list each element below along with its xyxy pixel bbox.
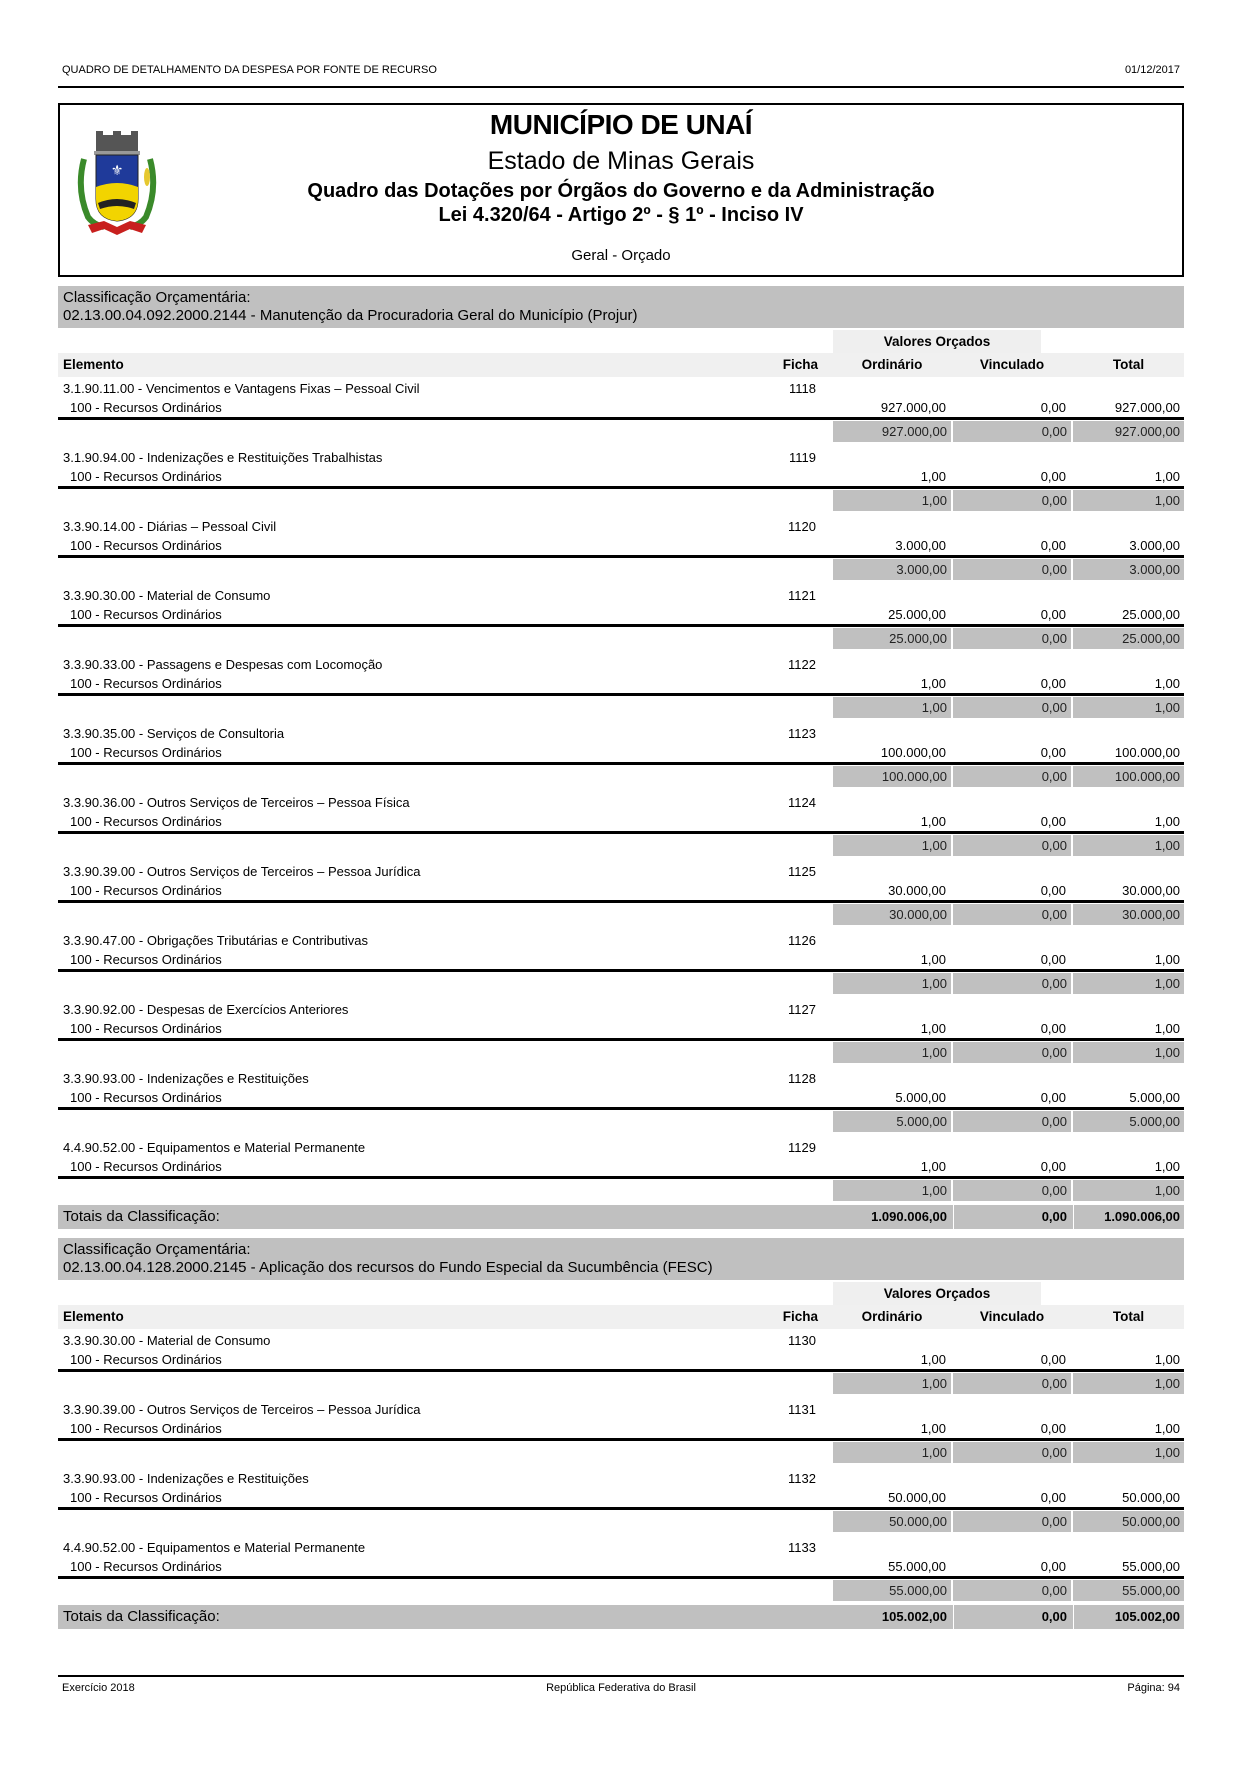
column-group-header (58, 328, 1184, 353)
value-ordinario: 30.000,00 (888, 883, 946, 898)
fonte-recurso: 100 - Recursos Ordinários (70, 952, 222, 967)
value-vinculado: 0,00 (1040, 952, 1066, 967)
col-ordinario: Ordinário (861, 357, 923, 372)
col-vinculado: Vinculado (979, 357, 1045, 372)
fonte-recurso: 100 - Recursos Ordinários (70, 676, 222, 691)
table-row (58, 860, 1184, 929)
table-row (58, 791, 1184, 860)
subtotal-vinculado: 0,00 (953, 421, 1071, 442)
state-title: Estado de Minas Gerais (487, 147, 755, 175)
totals-label: Totais da Classificação: (63, 1608, 220, 1625)
budget-section (58, 286, 1184, 1229)
report-date: 01/12/2017 (1124, 64, 1180, 76)
ficha-number: 1122 (788, 657, 816, 672)
ficha-number: 1128 (788, 1071, 816, 1086)
subtotal-ordinario: 1,00 (833, 1373, 951, 1394)
subtotal-vinculado: 0,00 (953, 628, 1071, 649)
totals-ordinario: 1.090.006,00 (871, 1209, 947, 1224)
valores-orcados-header: Valores Orçados (833, 330, 1041, 353)
value-vinculado: 0,00 (1040, 1559, 1066, 1574)
ficha-number: 1125 (788, 864, 816, 879)
row-divider (58, 555, 1184, 558)
elemento-description: 3.3.90.14.00 - Diárias – Pessoal Civil (63, 519, 277, 534)
subtotal-total: 55.000,00 (1073, 1580, 1184, 1601)
row-divider (58, 1107, 1184, 1110)
value-ordinario: 5.000,00 (895, 1090, 946, 1105)
law-reference: Lei 4.320/64 - Artigo 2º - § 1º - Inciso IV (438, 204, 804, 226)
row-divider (58, 1438, 1184, 1441)
budget-section (58, 1238, 1184, 1629)
column-header-row (58, 353, 1184, 377)
table-row (58, 1136, 1184, 1205)
top-divider (58, 86, 1184, 88)
subtotal-vinculado: 0,00 (953, 1580, 1071, 1601)
value-vinculado: 0,00 (1040, 1090, 1066, 1105)
row-divider (58, 1038, 1184, 1041)
table-row (58, 1467, 1184, 1536)
elemento-description: 3.3.90.35.00 - Serviços de Consultoria (63, 726, 285, 741)
subtotal-total: 3.000,00 (1073, 559, 1184, 580)
col-ficha: Ficha (782, 357, 818, 372)
subtotal-total: 1,00 (1073, 1373, 1184, 1394)
classification-code: 02.13.00.04.092.2000.2144 - Manutenção da Procuradoria Geral do Município (Projur) (63, 307, 638, 324)
subtotal-ordinario: 5.000,00 (833, 1111, 951, 1132)
elemento-description: 3.3.90.93.00 - Indenizações e Restituições (63, 1071, 309, 1086)
value-total: 30.000,00 (1122, 883, 1180, 898)
subtotal-ordinario: 1,00 (833, 1442, 951, 1463)
subtotal-total: 1,00 (1073, 1042, 1184, 1063)
value-ordinario: 1,00 (920, 952, 946, 967)
subtotal-ordinario: 1,00 (833, 697, 951, 718)
classification-totals (58, 1605, 1184, 1629)
ficha-number: 1124 (788, 795, 816, 810)
value-vinculado: 0,00 (1040, 676, 1066, 691)
table-row (58, 653, 1184, 722)
totals-ordinario: 105.002,00 (881, 1609, 947, 1624)
value-total: 1,00 (1154, 1159, 1180, 1174)
ficha-number: 1129 (788, 1140, 816, 1155)
classification-label: Classificação Orçamentária: (63, 1241, 251, 1258)
value-total: 927.000,00 (1114, 400, 1180, 415)
ficha-number: 1119 (789, 450, 816, 465)
subtotal-total: 5.000,00 (1073, 1111, 1184, 1132)
value-ordinario: 25.000,00 (888, 607, 946, 622)
subtotal-vinculado: 0,00 (953, 559, 1071, 580)
subtotal-vinculado: 0,00 (953, 904, 1071, 925)
value-ordinario: 1,00 (920, 1021, 946, 1036)
table-row (58, 515, 1184, 584)
subtotal-vinculado: 0,00 (953, 1373, 1071, 1394)
row-divider (58, 624, 1184, 627)
fonte-recurso: 100 - Recursos Ordinários (70, 814, 222, 829)
value-ordinario: 55.000,00 (888, 1559, 946, 1574)
fonte-recurso: 100 - Recursos Ordinários (70, 1559, 222, 1574)
subtotal-vinculado: 0,00 (953, 1442, 1071, 1463)
fonte-recurso: 100 - Recursos Ordinários (70, 883, 222, 898)
value-ordinario: 1,00 (920, 1421, 946, 1436)
totals-vinculado: 0,00 (953, 1205, 1071, 1229)
subtotal-ordinario: 100.000,00 (833, 766, 951, 787)
col-elemento: Elemento (63, 1309, 124, 1324)
subtotal-total: 50.000,00 (1073, 1511, 1184, 1532)
col-total: Total (1112, 357, 1145, 372)
elemento-description: 3.3.90.47.00 - Obrigações Tributárias e Contributivas (63, 933, 368, 948)
row-divider (58, 900, 1184, 903)
subtotal-vinculado: 0,00 (953, 697, 1071, 718)
value-ordinario: 3.000,00 (895, 538, 946, 553)
table-row (58, 1067, 1184, 1136)
ficha-number: 1123 (788, 726, 816, 741)
value-total: 55.000,00 (1122, 1559, 1180, 1574)
value-total: 100.000,00 (1114, 745, 1180, 760)
subtotal-total: 927.000,00 (1073, 421, 1184, 442)
municipality-title: MUNICÍPIO DE UNAÍ (489, 109, 753, 140)
row-divider (58, 1369, 1184, 1372)
value-total: 3.000,00 (1129, 538, 1180, 553)
subtotal-vinculado: 0,00 (953, 1042, 1071, 1063)
value-vinculado: 0,00 (1040, 1490, 1066, 1505)
value-total: 1,00 (1154, 952, 1180, 967)
fonte-recurso: 100 - Recursos Ordinários (70, 1021, 222, 1036)
classification-code: 02.13.00.04.128.2000.2145 - Aplicação dos recursos do Fundo Especial da Sucumbência (FESC) (63, 1259, 713, 1276)
value-total: 5.000,00 (1129, 1090, 1180, 1105)
document-header (58, 103, 1184, 277)
subtotal-ordinario: 1,00 (833, 973, 951, 994)
totals-total: 1.090.006,00 (1073, 1205, 1184, 1229)
subtotal-total: 1,00 (1073, 697, 1184, 718)
fonte-recurso: 100 - Recursos Ordinários (70, 1352, 222, 1367)
value-total: 1,00 (1154, 1421, 1180, 1436)
ficha-number: 1121 (788, 588, 816, 603)
value-ordinario: 1,00 (920, 469, 946, 484)
elemento-description: 4.4.90.52.00 - Equipamentos e Material Permanente (63, 1540, 366, 1555)
value-vinculado: 0,00 (1040, 469, 1066, 484)
value-total: 1,00 (1154, 469, 1180, 484)
totals-label: Totais da Classificação: (63, 1208, 220, 1225)
elemento-description: 3.3.90.33.00 - Passagens e Despesas com Locomoção (63, 657, 383, 672)
value-ordinario: 1,00 (920, 814, 946, 829)
value-vinculado: 0,00 (1040, 1352, 1066, 1367)
subtotal-total: 1,00 (1073, 835, 1184, 856)
subtotal-vinculado: 0,00 (953, 490, 1071, 511)
value-vinculado: 0,00 (1040, 607, 1066, 622)
fonte-recurso: 100 - Recursos Ordinários (70, 538, 222, 553)
col-ficha: Ficha (782, 1309, 818, 1324)
svg-text:⚜: ⚜ (110, 163, 124, 179)
item-list (58, 1329, 1184, 1605)
table-row (58, 1398, 1184, 1467)
item-list (58, 377, 1184, 1205)
ficha-number: 1132 (788, 1471, 816, 1486)
subtotal-ordinario: 55.000,00 (833, 1580, 951, 1601)
subtotal-total: 1,00 (1073, 1180, 1184, 1201)
subtotal-ordinario: 1,00 (833, 1180, 951, 1201)
ficha-number: 1118 (789, 381, 816, 396)
value-vinculado: 0,00 (1040, 745, 1066, 760)
classification-label: Classificação Orçamentária: (63, 289, 251, 306)
elemento-description: 4.4.90.52.00 - Equipamentos e Material Permanente (63, 1140, 366, 1155)
subtotal-vinculado: 0,00 (953, 1180, 1071, 1201)
fonte-recurso: 100 - Recursos Ordinários (70, 745, 222, 760)
report-name: QUADRO DE DETALHAMENTO DA DESPESA POR FONTE DE RECURSO (62, 64, 437, 76)
value-total: 1,00 (1154, 676, 1180, 691)
elemento-description: 3.3.90.39.00 - Outros Serviços de Terceiros – Pessoa Jurídica (63, 864, 421, 879)
classification-header (58, 1238, 1184, 1280)
subtotal-ordinario: 1,00 (833, 490, 951, 511)
valores-orcados-header: Valores Orçados (833, 1282, 1041, 1305)
value-ordinario: 1,00 (920, 676, 946, 691)
totals-vinculado: 0,00 (953, 1605, 1071, 1629)
subtotal-vinculado: 0,00 (953, 835, 1071, 856)
value-total: 25.000,00 (1122, 607, 1180, 622)
subtotal-total: 30.000,00 (1073, 904, 1184, 925)
table-row (58, 998, 1184, 1067)
subtotal-total: 1,00 (1073, 490, 1184, 511)
subtotal-ordinario: 50.000,00 (833, 1511, 951, 1532)
fonte-recurso: 100 - Recursos Ordinários (70, 1090, 222, 1105)
elemento-description: 3.3.90.30.00 - Material de Consumo (63, 588, 271, 603)
fonte-recurso: 100 - Recursos Ordinários (70, 1421, 222, 1436)
value-ordinario: 1,00 (920, 1159, 946, 1174)
footer-center: República Federativa do Brasil (546, 1682, 696, 1694)
row-divider (58, 693, 1184, 696)
footer-exercise: Exercício 2018 (62, 1682, 135, 1694)
ficha-number: 1130 (788, 1333, 816, 1348)
fonte-recurso: 100 - Recursos Ordinários (70, 1490, 222, 1505)
value-ordinario: 100.000,00 (880, 745, 946, 760)
col-ordinario: Ordinário (861, 1309, 923, 1324)
elemento-description: 3.3.90.36.00 - Outros Serviços de Terceiros – Pessoa Física (63, 795, 410, 810)
ficha-number: 1126 (788, 933, 816, 948)
fonte-recurso: 100 - Recursos Ordinários (70, 607, 222, 622)
subtotal-ordinario: 1,00 (833, 1042, 951, 1063)
value-vinculado: 0,00 (1040, 1159, 1066, 1174)
subtotal-total: 1,00 (1073, 973, 1184, 994)
row-divider (58, 762, 1184, 765)
col-vinculado: Vinculado (979, 1309, 1045, 1324)
value-ordinario: 927.000,00 (880, 400, 946, 415)
value-vinculado: 0,00 (1040, 400, 1066, 415)
report-scope: Geral - Orçado (571, 247, 671, 264)
row-divider (58, 1507, 1184, 1510)
classification-header (58, 286, 1184, 328)
footer-page-number: Página: 94 (1127, 1682, 1180, 1694)
ficha-number: 1127 (788, 1002, 816, 1017)
ficha-number: 1133 (788, 1540, 816, 1555)
elemento-description: 3.1.90.94.00 - Indenizações e Restituições Trabalhistas (63, 450, 383, 465)
row-divider (58, 1576, 1184, 1579)
subtotal-vinculado: 0,00 (953, 766, 1071, 787)
subtotal-ordinario: 1,00 (833, 835, 951, 856)
table-row (58, 929, 1184, 998)
value-ordinario: 1,00 (920, 1352, 946, 1367)
table-row (58, 377, 1184, 446)
subtotal-vinculado: 0,00 (953, 973, 1071, 994)
table-row (58, 1329, 1184, 1398)
ficha-number: 1131 (788, 1402, 816, 1417)
column-group-header (58, 1280, 1184, 1305)
value-total: 1,00 (1154, 814, 1180, 829)
elemento-description: 3.3.90.93.00 - Indenizações e Restituições (63, 1471, 309, 1486)
subtotal-ordinario: 927.000,00 (833, 421, 951, 442)
elemento-description: 3.3.90.39.00 - Outros Serviços de Terceiros – Pessoa Jurídica (63, 1402, 421, 1417)
subtotal-total: 25.000,00 (1073, 628, 1184, 649)
ficha-number: 1120 (788, 519, 816, 534)
subtotal-ordinario: 3.000,00 (833, 559, 951, 580)
value-vinculado: 0,00 (1040, 883, 1066, 898)
row-divider (58, 831, 1184, 834)
page-footer (62, 1682, 1180, 1698)
bottom-divider (58, 1675, 1184, 1677)
value-total: 1,00 (1154, 1352, 1180, 1367)
subtotal-ordinario: 25.000,00 (833, 628, 951, 649)
row-divider (58, 1176, 1184, 1179)
subtotal-vinculado: 0,00 (953, 1511, 1071, 1532)
row-divider (58, 417, 1184, 420)
col-elemento: Elemento (63, 357, 124, 372)
value-vinculado: 0,00 (1040, 1421, 1066, 1436)
elemento-description: 3.3.90.30.00 - Material de Consumo (63, 1333, 271, 1348)
elemento-description: 3.3.90.92.00 - Despesas de Exercícios Anteriores (63, 1002, 349, 1017)
row-divider (58, 969, 1184, 972)
column-header-row (58, 1305, 1184, 1329)
value-total: 50.000,00 (1122, 1490, 1180, 1505)
value-ordinario: 50.000,00 (888, 1490, 946, 1505)
subtotal-total: 100.000,00 (1073, 766, 1184, 787)
elemento-description: 3.1.90.11.00 - Vencimentos e Vantagens Fixas – Pessoal Civil (63, 381, 420, 396)
classification-totals (58, 1205, 1184, 1229)
table-row (58, 722, 1184, 791)
table-row (58, 446, 1184, 515)
value-vinculado: 0,00 (1040, 1021, 1066, 1036)
report-title: Quadro das Dotações por Órgãos do Governo e da Administração (307, 180, 935, 202)
fonte-recurso: 100 - Recursos Ordinários (70, 1159, 222, 1174)
col-total: Total (1112, 1309, 1145, 1324)
subtotal-vinculado: 0,00 (953, 1111, 1071, 1132)
value-total: 1,00 (1154, 1021, 1180, 1036)
totals-total: 105.002,00 (1073, 1605, 1184, 1629)
fonte-recurso: 100 - Recursos Ordinários (70, 469, 222, 484)
value-vinculado: 0,00 (1040, 814, 1066, 829)
table-row (58, 584, 1184, 653)
table-row (58, 1536, 1184, 1605)
row-divider (58, 486, 1184, 489)
page-meta (62, 64, 1180, 80)
subtotal-ordinario: 30.000,00 (833, 904, 951, 925)
value-vinculado: 0,00 (1040, 538, 1066, 553)
fonte-recurso: 100 - Recursos Ordinários (70, 400, 222, 415)
subtotal-total: 1,00 (1073, 1442, 1184, 1463)
